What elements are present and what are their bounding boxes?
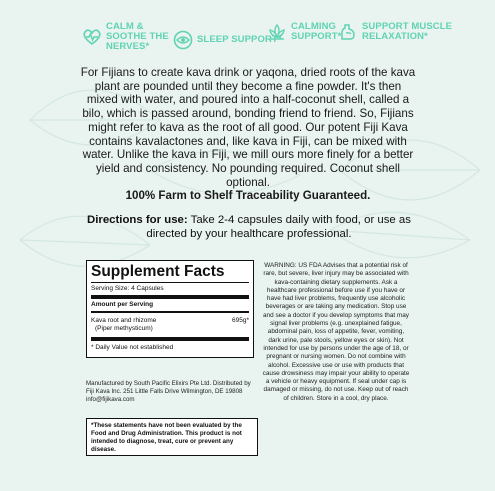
badge-label: SLEEP SUPPORT* <box>197 34 282 45</box>
badge-muscle-relaxation <box>338 22 458 42</box>
warning-text: WARNING: US FDA Advises that a potential risk of rare, but severe, liver injury may be associated with kava-containing dietary supplements. Ask a healthcare professional before use if you have or have had liver problems, frequently use alcoholic beverages or are taking any medication. Stop use and see a doctor if you develop symptoms that may signal liver problems (e.g. unexplained fatigue, abdominal pain, loss of appetite, fever, vomiting, dark urine, pale stools, yellow eyes or skin). Not intended for use by persons under the age of 18, or pregnant or nursing women. Do not combine with alcohol. Excessive use or use with products that cause drowsiness may impair your ability to operate a vehicle or heavy equipment. If seal under cap is damaged or missing, do not use. Keep out of reach of children. Store in a cool, dry place. <box>262 262 410 402</box>
flexed-arm-icon <box>338 22 358 42</box>
description-paragraph: For Fijians to create kava drink or yaqona, dried roots of the kava plant are pounded until they become a fine powder. It's then mixed with water, and poured into a half-coconut shell, called a bilo, which is passed around, bonding friend to friend. So, Fijians might refer to kava as the root of all good. Our potent Fiji Kava contains kavalactones and, like kava in Fiji, can be mixed with water. Unlike the kava in Fiji, we mill ours more finely for a better yield and consistency. No pounding required. Coconut shell optional. <box>80 66 416 189</box>
daily-value-note: * Daily Value not established <box>91 337 249 352</box>
amount-per-serving-header: Amount per Serving <box>91 299 249 313</box>
badge-label: CALMING SUPPORT* <box>291 21 342 42</box>
badge-calming-support <box>267 22 347 42</box>
directions-label: Directions for use: <box>87 214 188 226</box>
facts-title: Supplement Facts <box>91 263 249 283</box>
ingredient-latin-name: (Piper methysticum) <box>95 325 153 332</box>
eye-icon <box>173 30 193 50</box>
supplement-facts-panel <box>86 260 254 358</box>
traceability-tagline: 100% Farm to Shelf Traceability Guaranteed. <box>125 189 371 203</box>
directions-for-use <box>78 214 420 241</box>
badge-label: CALM & SOOTHE THE NERVES* <box>106 21 169 52</box>
benefit-badges <box>0 22 495 62</box>
lotus-icon <box>267 22 287 42</box>
ingredient-row <box>91 313 249 333</box>
fda-disclaimer: *These statements have not been evaluated by the Food and Drug Administration. This product is not intended to diagnose, treat, cure or prevent any disease. <box>86 418 258 456</box>
heart-pulse-icon <box>82 27 102 47</box>
ingredient-name: Kava root and rhizome <box>91 317 157 324</box>
badge-label: SUPPORT MUSCLE RELAXATION* <box>362 21 453 42</box>
ingredient-amount: 695g* <box>232 317 249 324</box>
directions-text: Take 2-4 capsules daily with food, or use as directed by your healthcare professional. <box>146 214 411 240</box>
badge-calm-soothe <box>82 22 182 52</box>
product-description <box>78 66 418 203</box>
serving-size: Serving Size: 4 Capsules <box>91 283 249 299</box>
manufacturer-info: Manufactured by South Pacific Elixirs Pte Ltd. Distributed by Fiji Kava Inc. 251 Little Falls Drive Wilmington, DE 19808 info@fijikava.com <box>86 380 251 403</box>
